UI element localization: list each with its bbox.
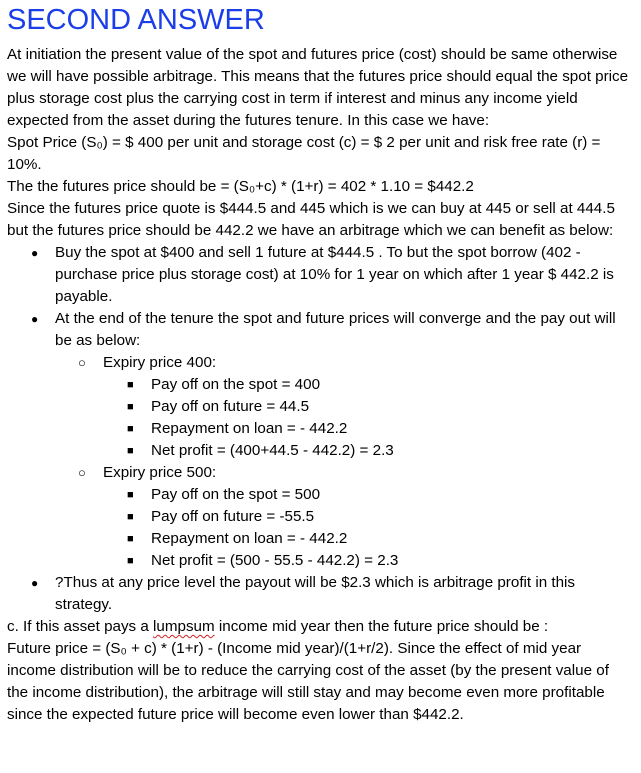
strategy-bullet-conclusion: ● ?Thus at any price level the payout will be $2.3 which is arbitrage profit in this strategy.	[7, 572, 633, 616]
futures-price-paragraph: The the futures price should be = (S₀+c) * (1+r) = 402 * 1.10 = $442.2	[7, 178, 474, 195]
spellcheck-flagged-word[interactable]: lumpsum	[153, 618, 215, 635]
expiry-500-item: ■ Repayment on loan = - 442.2	[7, 528, 633, 550]
mid-year-text-before: c. If this asset pays a	[7, 618, 154, 635]
spot-price-paragraph: Spot Price (S₀) = $ 400 per unit and storage cost (c) = $ 2 per unit and risk free rate (r) = 10%.	[7, 134, 601, 173]
expiry-500-label: ○ Expiry price 500:	[7, 462, 633, 484]
expiry-400-label: ○ Expiry price 400:	[7, 352, 633, 374]
expiry-list	[7, 352, 633, 374]
expiry-400-item: ■ Pay off on the spot = 400	[7, 374, 633, 396]
strategy-bullet-buy-spot: ● Buy the spot at $400 and sell 1 future at $444.5 . To but the spot borrow (402 - purchase price plus storage cost) at 10% for 1 year on which after 1 year $ 442.2 is payable.	[7, 242, 633, 308]
expiry-400-item: ■ Pay off on future = 44.5	[7, 396, 633, 418]
page-heading: SECOND ANSWER	[7, 4, 265, 36]
expiry-400-item: ■ Repayment on loan = - 442.2	[7, 418, 633, 440]
mid-year-text-after: income mid year then the future price should be :	[214, 618, 549, 635]
expiry-500-item: ■ Net profit = (500 - 55.5 - 442.2) = 2.3	[7, 550, 633, 572]
conclusion-list	[7, 572, 633, 616]
expiry-list-2	[7, 462, 633, 484]
expiry-500-item: ■ Pay off on the spot = 500	[7, 484, 633, 506]
expiry-500-item: ■ Pay off on future = -55.5	[7, 506, 633, 528]
expiry-400-items	[7, 374, 633, 462]
strategy-bullet-payout: ● At the end of the tenure the spot and future prices will converge and the pay out will be as below:	[7, 308, 633, 352]
expiry-400-item: ■ Net profit = (400+44.5 - 442.2) = 2.3	[7, 440, 633, 462]
expiry-500-items	[7, 484, 633, 572]
arbitrage-paragraph: Since the futures price quote is $444.5 and 445 which is we can buy at 445 or sell at 444.5 but the futures price should be 442.2 we have an arbitrage which we can benefit as below:	[7, 200, 615, 239]
strategy-list	[7, 242, 633, 352]
intro-paragraph: At initiation the present value of the spot and futures price (cost) should be same otherwise we will have possible arbitrage. This means that the futures price should equal the spot price plus storage cost plus the carrying cost in term if interest and minus any income yield expected from the asset during the futures tenure. In this case we have:	[7, 46, 629, 129]
future-price-formula-paragraph: Future price = (S₀ + c) * (1+r) - (Income mid year)/(1+r/2). Since the effect of mid year income distribution will be to reduce the carrying cost of the asset (by the present value of the income distribution), the arbitrage will still stay and may become even more profitable since the expected future price will become even lower than $442.2.	[7, 640, 609, 723]
mid-year-income-paragraph	[7, 616, 633, 638]
